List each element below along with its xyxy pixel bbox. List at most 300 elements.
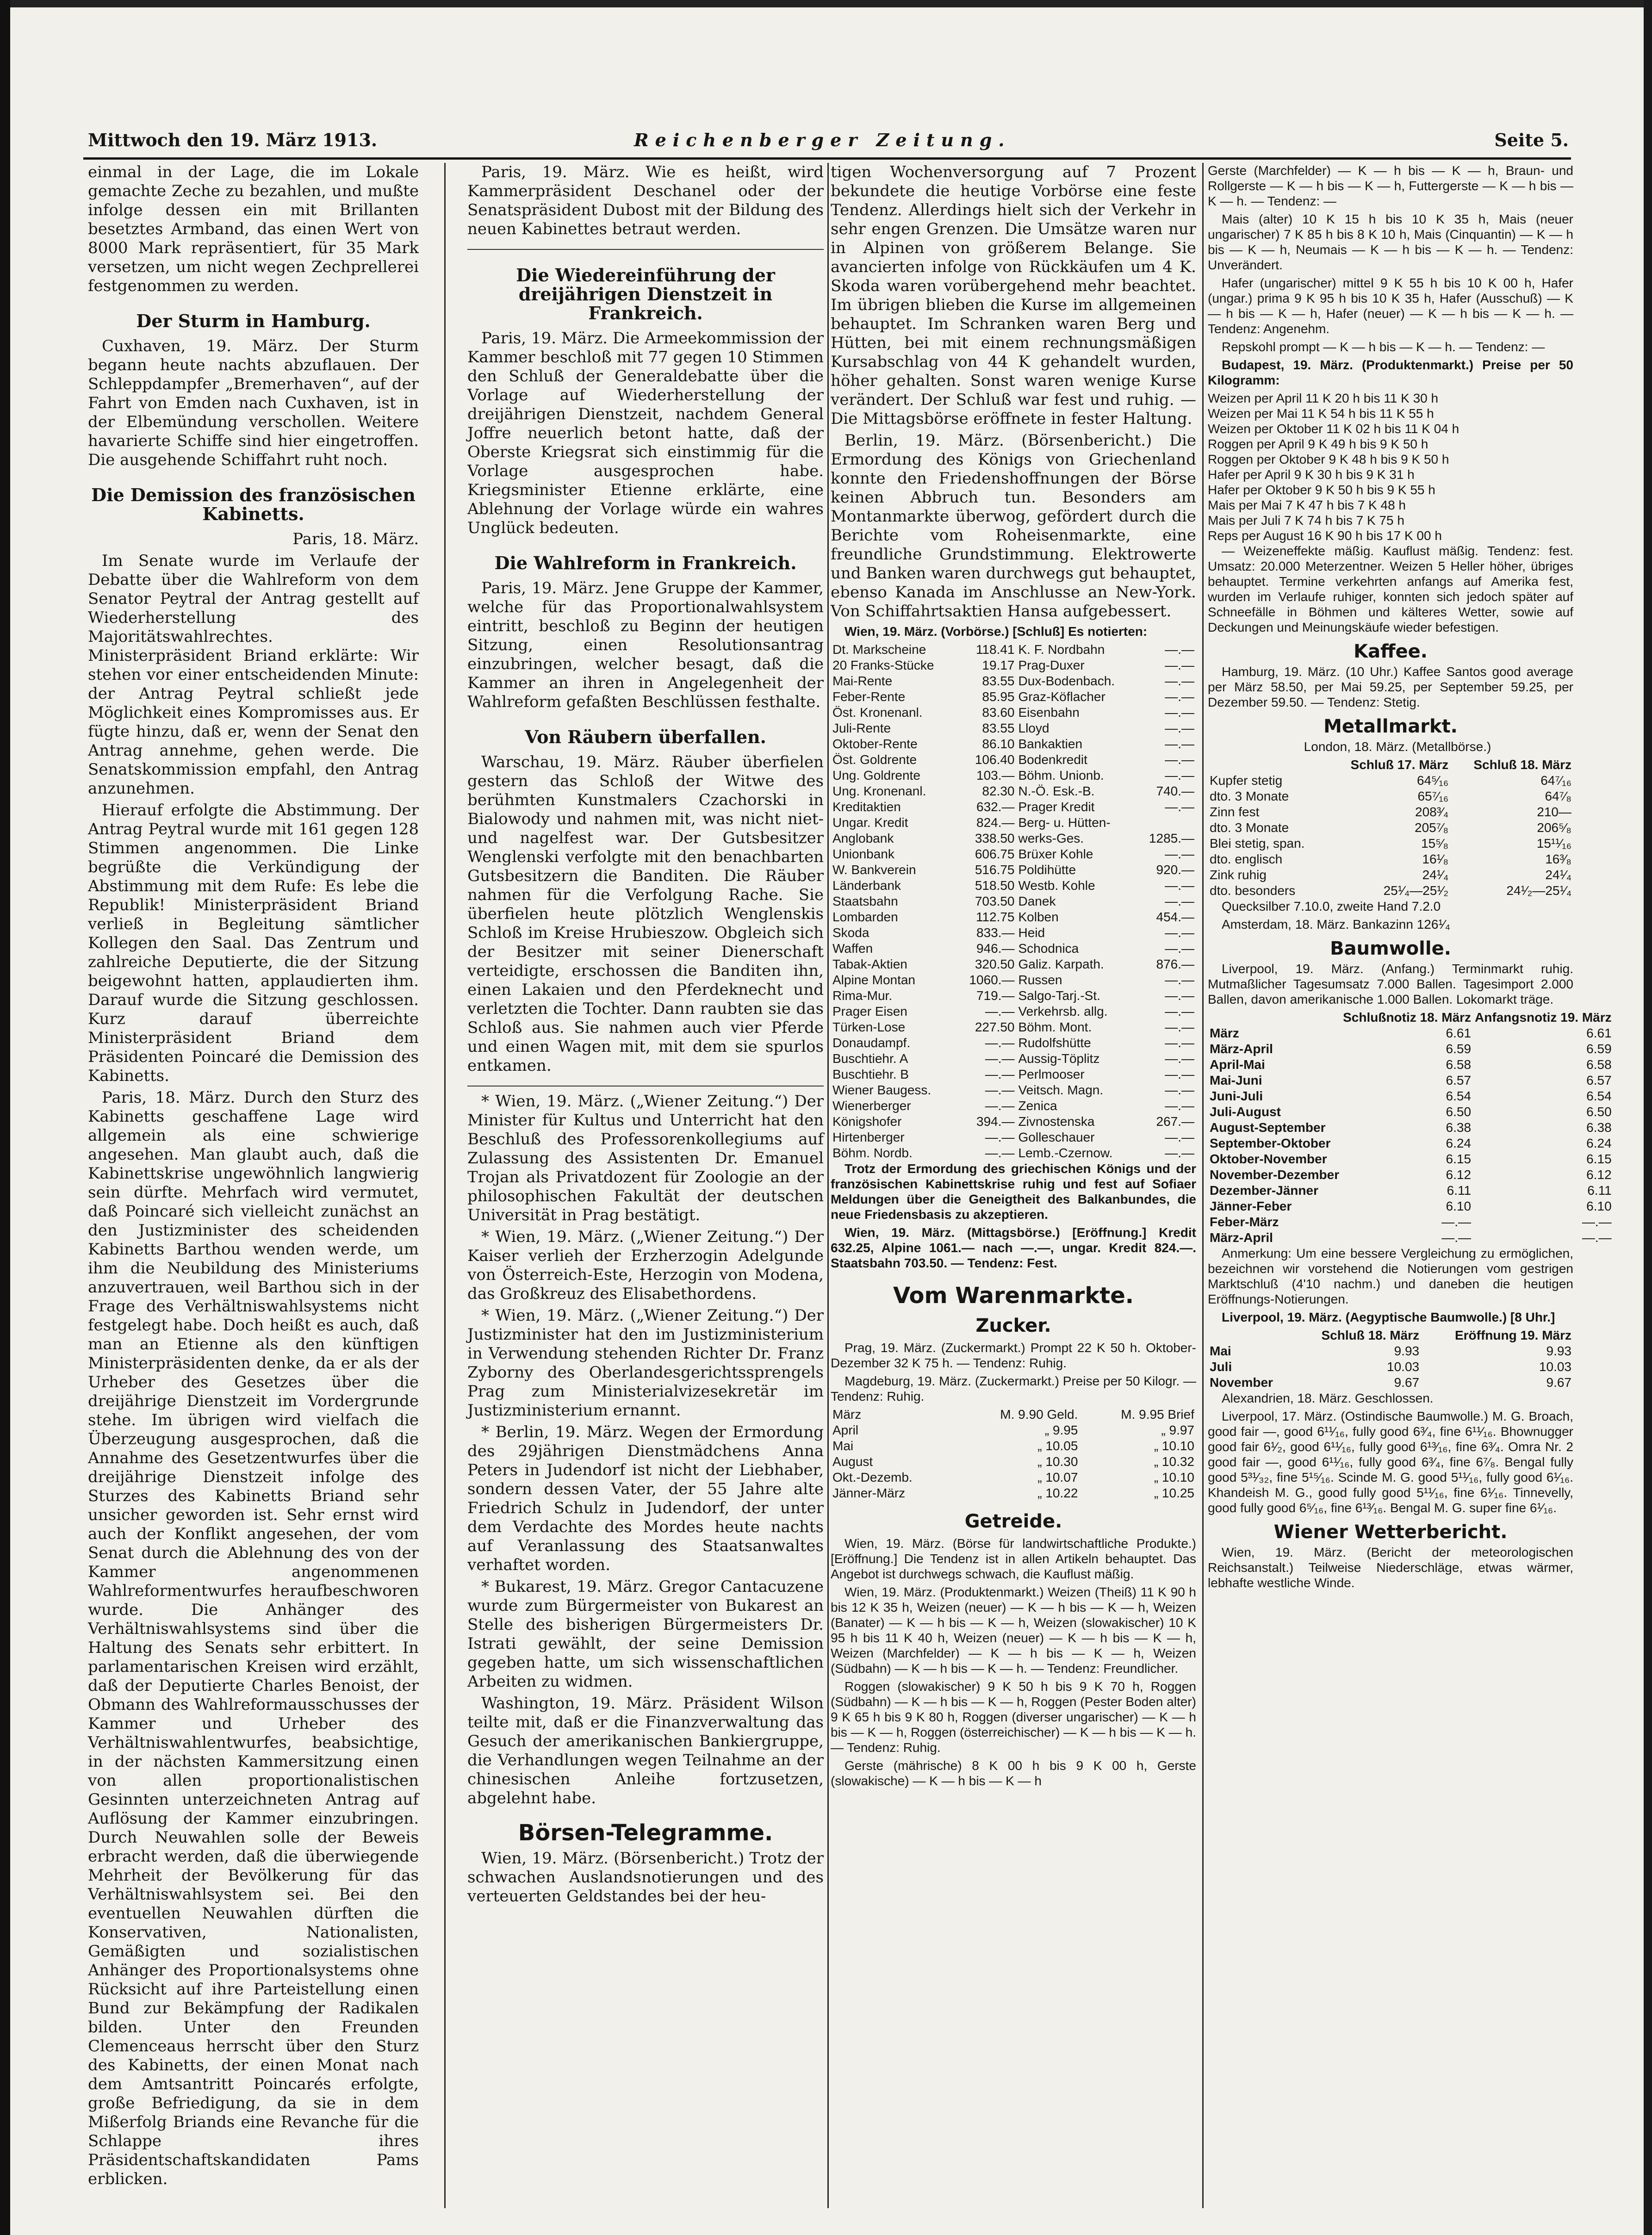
anmerkung: Anmerkung: Um eine bessere Vergleichung zu ermöglichen, bezeichnen wir vorstehend die Notierungen vom gestrigen Marktschluß (4'10 nachm.) und daneben die heutigen Eröffnungs-Notierungen. [1208, 1246, 1573, 1306]
table-row [1208, 1025, 1614, 1041]
table-cell: 454.— [1156, 910, 1194, 924]
table-cell: 206⁵⁄₈ [1537, 820, 1571, 835]
table-cell: Juli-Rente [832, 721, 891, 735]
table-cell: —.— [1582, 1215, 1612, 1229]
table-row [1208, 1120, 1614, 1136]
table-cell: 824.— [976, 815, 1015, 830]
table-row [831, 1004, 1196, 1019]
table-cell: Westb. Kohle [1018, 878, 1095, 893]
egyptian-cotton-table [1208, 1328, 1573, 1391]
table-cell: März [1210, 1026, 1239, 1040]
masthead [88, 124, 1569, 156]
table-row [831, 705, 1196, 720]
table-cell: —.— [1165, 642, 1194, 657]
table-cell: 16³⁄₈ [1545, 852, 1571, 866]
table-cell: „ 10.22 [1037, 1486, 1078, 1500]
table-cell: „ 9.95 [1044, 1423, 1078, 1437]
table-row [831, 1485, 1196, 1501]
headline-metallmarkt: Metallmarkt. [1323, 716, 1458, 737]
table-cell: 6.12 [1446, 1167, 1472, 1182]
table-cell: —.— [985, 1036, 1015, 1050]
table-row [831, 878, 1196, 894]
gerste-continued: Gerste (Marchfelder) — K — h bis — K — h, Braun- und Rollgerste — K — h bis — K — h, Futtergerste — K — h bis — K — h. — Tendenz: — [1208, 163, 1573, 208]
article-continuation: einmal in der Lage, die im Lokale gemachte Zeche zu bezahlen, und mußte infolge dessen ein mit Brillanten besetztes Armband, das einen Wert von 8000 Mark repräsentiert, für 35 Mark versetzen, um nicht wegen Zechprellerei festgenommen zu werden. [88, 163, 419, 295]
table-row [1208, 1041, 1614, 1057]
table-header: Schluß 18. März [1321, 1328, 1420, 1342]
table-cell: 6.54 [1446, 1089, 1472, 1103]
table-cell: Feber-März [1210, 1215, 1279, 1229]
table-row [831, 1130, 1196, 1145]
table-cell: —.— [1165, 1036, 1194, 1050]
table-cell: 6.11 [1587, 1183, 1612, 1198]
column-3 [831, 163, 1196, 2208]
table-cell: —.— [1441, 1230, 1472, 1245]
table-cell: August-September [1210, 1120, 1326, 1135]
table-cell: —.— [1165, 1067, 1194, 1081]
table-cell: 946.— [976, 941, 1015, 956]
table-cell: Zinn fest [1210, 805, 1260, 819]
table-cell: Aussig-Töplitz [1018, 1051, 1100, 1066]
column-1 [88, 163, 419, 2208]
table-cell: Juli-August [1210, 1105, 1281, 1119]
table-cell: —.— [1441, 1215, 1472, 1229]
table-header [1208, 1328, 1292, 1343]
table-cell: 6.58 [1586, 1057, 1612, 1072]
list-item: Reps per August 16 K 90 h bis 17 K 00 h [1208, 528, 1442, 543]
table-cell: 876.— [1156, 957, 1194, 971]
table-row [831, 1145, 1196, 1161]
table-row [831, 1470, 1196, 1485]
table-cell: —.— [1165, 1004, 1194, 1018]
table-row [1208, 1343, 1573, 1359]
table-cell: —.— [1165, 1083, 1194, 1097]
table-row [1208, 1230, 1614, 1246]
headline-boersen: Börsen-Telegramme. [518, 1820, 773, 1846]
table-cell: 740.— [1156, 784, 1194, 798]
table-row [1208, 851, 1573, 867]
table-cell: 606.75 [975, 847, 1015, 861]
table-cell: 833.— [976, 925, 1015, 940]
table-cell: „ 10.10 [1154, 1439, 1194, 1453]
table-row [1208, 867, 1573, 883]
table-cell: September-Oktober [1210, 1136, 1331, 1150]
table-cell: 64⁷⁄₁₆ [1540, 773, 1571, 788]
table-cell: 6.59 [1586, 1042, 1612, 1056]
table-cell: Okt.-Dezemb. [832, 1470, 913, 1484]
table-cell: 15⁵⁄₈ [1421, 836, 1449, 851]
table-cell: Perlmooser [1018, 1067, 1085, 1081]
table-cell: dto. 3 Monate [1210, 789, 1289, 803]
table-cell: Buschtiehr. B [832, 1067, 909, 1081]
table-header: Schlußnotiz 18. März [1343, 1010, 1472, 1024]
table-cell: Ung. Kronenanl. [832, 784, 926, 798]
table-row [831, 862, 1196, 878]
table-cell: Lloyd [1018, 721, 1050, 735]
table-cell: 9.67 [1394, 1375, 1420, 1390]
table-cell: —.— [985, 1051, 1015, 1066]
column-divider [444, 163, 446, 2208]
list-item: Hafer per Oktober 9 K 50 h bis 9 K 55 h [1208, 483, 1435, 497]
table-cell: —.— [985, 1067, 1015, 1081]
table-cell: Rima-Mur. [832, 988, 893, 1003]
table-cell: 25¹⁄₄—25¹⁄₂ [1383, 883, 1449, 898]
masthead-rule [83, 157, 1571, 160]
table-cell: „ 10.10 [1154, 1470, 1194, 1484]
table-cell: 6.15 [1586, 1152, 1612, 1166]
table-row [831, 689, 1196, 705]
table-cell: Schodnica [1018, 941, 1079, 956]
table-row [831, 1422, 1196, 1438]
table-row [831, 1454, 1196, 1470]
separator [467, 249, 824, 250]
table-cell: —.— [1165, 878, 1194, 893]
table-cell: 6.54 [1586, 1089, 1612, 1103]
table-row [1208, 1073, 1614, 1088]
table-row [831, 815, 1196, 831]
table-cell: Dt. Markscheine [832, 642, 926, 657]
table-cell: 9.67 [1546, 1375, 1571, 1390]
table-cell: 9.93 [1546, 1344, 1571, 1358]
table-cell: Prager Kredit [1018, 800, 1095, 814]
table-cell: —.— [1165, 1130, 1194, 1144]
table-row [1208, 1359, 1573, 1375]
table-cell: 6.58 [1446, 1057, 1472, 1072]
news-item: * Bukarest, 19. März. Gregor Cantacuzene wurde zum Bürgermeister von Bukarest an Stelle des bisherigen Bürgermeisters Dr. Istrati gewählt, der seine Demission gegeben hatte, um sich wissenschaftlichen Arbeiten zu widmen. [467, 1577, 824, 1691]
stock-quotes-table [831, 642, 1196, 1161]
london-metal-table [1208, 757, 1573, 899]
table-cell: Poldihütte [1018, 863, 1076, 877]
table-cell: 83.55 [982, 674, 1015, 688]
table-cell: April-Mai [1210, 1057, 1265, 1072]
table-cell: 6.12 [1586, 1167, 1612, 1182]
table-cell: —.— [1165, 1051, 1194, 1066]
table-cell: „ 10.07 [1037, 1470, 1078, 1484]
table-cell: 9.93 [1394, 1344, 1420, 1358]
table-cell: —.— [1165, 674, 1194, 688]
table-cell: Alpine Montan [832, 973, 916, 987]
table-cell: Unionbank [832, 847, 894, 861]
table-row [831, 1082, 1196, 1098]
table-cell: Eisenbahn [1018, 705, 1080, 720]
liverpool-aegypt: Liverpool, 19. März. (Aegyptische Baumwolle.) [8 Uhr.] [1222, 1310, 1555, 1324]
table-cell: Wienerberger [832, 1099, 911, 1113]
table-cell: 6.24 [1446, 1136, 1472, 1150]
article-paragraph: Im Senate wurde im Verlaufe der Debatte über die Wahlreform von dem Senator Peytral der Antrag gestellt auf Wiederherstellung des Majoritätswahlrechtes. Ministerpräsident Briand erklärte: Wir stehen vor einer entscheidenden Minute: der Antrag Peytral schließt jede Möglichkeit eines Kompromisses aus. Er fügte hinzu, daß er, wenn der Senat den Antrag annehme, gehen werde. Die Senatskommission empfahl, den Antrag anzunehmen. [88, 552, 419, 798]
list-item: Roggen per Oktober 9 K 48 h bis 9 K 50 h [1208, 452, 1449, 466]
list-item: Weizen per Mai 11 K 54 h bis 11 K 55 h [1208, 406, 1434, 421]
table-cell: —.— [1165, 925, 1194, 940]
table-cell: 24¹⁄₂—25¹⁄₄ [1506, 883, 1571, 898]
headline-wetter: Wiener Wetterbericht. [1273, 1521, 1508, 1543]
table-cell: Türken-Lose [832, 1020, 906, 1034]
news-item: * Wien, 19. März. („Wiener Zeitung.“) Der Minister für Kultus und Unterricht hat den Beschluß des Professorenkollegiums auf Zulassung des Assistenten Dr. Emanuel Trojan als Privatdozent für Zoologie an der philosophischen Fakultät der deutschen Universität in Prag bestätigt. [467, 1092, 824, 1224]
roggen: Roggen (slowakischer) 9 K 50 h bis 9 K 70 h, Roggen (Südbahn) — K — h bis — K — h, Roggen (Pester Boden alter) 9 K 65 h bis 9 K 80 h, Roggen (diverser ungarischer) — K — h bis — K — h, Roggen (österreichischer) — K — h bis — K — h. — Tendenz: Ruhig. [831, 1679, 1196, 1755]
news-item: Washington, 19. März. Präsident Wilson teilte mit, daß er die Finanzverwaltung das Gesuch der amerikanischen Bankiergruppe, die Verhandlungen wegen Teilnahme an der chinesischen Anleihe fortzusetzen, abgelehnt habe. [467, 1694, 824, 1807]
scan-edge-left [0, 0, 10, 2235]
table-cell: Skoda [832, 925, 869, 940]
column-2 [467, 163, 824, 2208]
table-cell: Königshofer [832, 1114, 902, 1129]
london-heading: London, 18. März. (Metallbörse.) [1304, 739, 1491, 754]
table-row [831, 1019, 1196, 1035]
table-cell: 64⁷⁄₈ [1545, 789, 1571, 803]
table-cell: 1060.— [969, 973, 1015, 987]
table-cell: Graz-Köflacher [1018, 689, 1105, 704]
news-item: * Wien, 19. März. („Wiener Zeitung.“) Der Justizminister hat den im Justizministerium in Verwendung stehenden Richter Dr. Franz Zyborny des Oberlandesgerichtssprengels Prag zum Ministerialvizesekretär im Justizministerium ernannt. [467, 1306, 824, 1420]
table-row [831, 1051, 1196, 1067]
table-cell: 703.50 [975, 894, 1015, 908]
amsterdam: Amsterdam, 18. März. Bankazinn 126¹⁄₄ [1222, 917, 1450, 931]
dateline: Paris, 18. März. [292, 530, 419, 548]
headline-demission: Die Demission des französischen Kabinetts. [91, 484, 416, 524]
table-cell: Oktober-Rente [832, 737, 918, 751]
table-header [1208, 1010, 1341, 1025]
table-row [831, 909, 1196, 925]
table-cell: Bankaktien [1018, 737, 1083, 751]
table-row [1208, 773, 1573, 788]
table-cell: Mai [832, 1439, 854, 1453]
table-row [1208, 804, 1573, 820]
table-row [1208, 1151, 1614, 1167]
table-cell: 106.40 [975, 752, 1015, 767]
table-cell: Oktober-November [1210, 1152, 1327, 1166]
table-cell: 6.57 [1446, 1073, 1472, 1087]
table-cell: „ 10.25 [1154, 1486, 1194, 1500]
list-item: Weizen per Oktober 11 K 02 h bis 11 K 04 h [1208, 422, 1459, 436]
table-cell: —.— [1165, 689, 1194, 704]
table-row [831, 768, 1196, 783]
table-cell: Staatsbahn [832, 894, 898, 908]
table-row [831, 783, 1196, 799]
table-cell: Böhm. Unionb. [1018, 768, 1104, 782]
table-cell: Kolben [1018, 910, 1059, 924]
table-cell: Russen [1018, 973, 1062, 987]
table-cell: 15¹¹⁄₁₆ [1536, 836, 1571, 851]
table-row [831, 1067, 1196, 1082]
table-cell: Prager Eisen [832, 1004, 907, 1018]
table-cell: Lemb.-Czernow. [1018, 1146, 1113, 1160]
table-cell: —.— [985, 1099, 1015, 1113]
table-header: Eröffnung 19. März [1454, 1328, 1571, 1342]
table-cell: M. 9.95 Brief [1121, 1407, 1194, 1422]
table-cell: Hirtenberger [832, 1130, 905, 1144]
table-cell: Länderbank [832, 878, 901, 893]
table-header: Anfangsnotiz 19. März [1475, 1010, 1612, 1024]
scan-edge-top [0, 0, 1652, 7]
list-item: Mais per Juli 7 K 74 h bis 7 K 75 h [1208, 513, 1404, 528]
table-cell: —.— [1165, 1146, 1194, 1160]
table-row [831, 941, 1196, 956]
table-header: Schluß 18. März [1473, 757, 1571, 772]
repskohl: Repskohl prompt — K — h bis — K — h. — Tendenz: — [1222, 340, 1545, 354]
table-cell: 6.59 [1446, 1042, 1472, 1056]
table-cell: —.— [1582, 1230, 1612, 1245]
headline-warenmarkt: Vom Warenmarkte. [893, 1283, 1134, 1309]
list-item: Weizen per April 11 K 20 h bis 11 K 30 h [1208, 391, 1439, 405]
table-cell: 16¹⁄₈ [1422, 852, 1449, 866]
table-cell: W. Bankverein [832, 863, 916, 877]
table-row [1208, 1104, 1614, 1120]
alexandrien: Alexandrien, 18. März. Geschlossen. [1222, 1391, 1434, 1405]
table-cell: 6.10 [1586, 1199, 1612, 1213]
table-cell: Öst. Goldrente [832, 752, 917, 767]
table-cell: „ 10.30 [1037, 1454, 1078, 1469]
quecksilber: Quecksilber 7.10.0, zweite Hand 7.2.0 [1222, 899, 1441, 913]
table-row [831, 736, 1196, 752]
table-cell: Dux-Bodenbach. [1018, 674, 1115, 688]
table-cell: 6.57 [1586, 1073, 1612, 1087]
table-cell: 112.75 [975, 910, 1015, 924]
hamburg-kaffee: Hamburg, 19. März. (10 Uhr.) Kaffee Santos good average per März 58.50, per Mai 59.25, per September 59.25, per Dezember 59.50. — Tendenz: Stetig. [1208, 664, 1573, 709]
table-cell: —.— [1165, 721, 1194, 735]
table-cell: Juli [1210, 1360, 1232, 1374]
table-cell: März-April [1210, 1042, 1273, 1056]
table-cell: 320.50 [975, 957, 1015, 971]
table-cell: 6.24 [1586, 1136, 1612, 1150]
table-row [1208, 788, 1573, 804]
table-row [831, 894, 1196, 909]
issue-date: Mittwoch den 19. März 1913. [88, 130, 378, 150]
column-divider [1202, 163, 1204, 2208]
headline-getreide: Getreide. [964, 1511, 1062, 1532]
table-row [1208, 1214, 1614, 1230]
news-item: * Berlin, 19. März. Wegen der Ermordung des 29jährigen Dienstmädchens Anna Peters in Judendorf ist nicht der Liebhaber, sondern dessen Vater, der 55 Jahre alte Friedrich Schulz in Judendorf, der unter dem Verdachte des Mordes heute nachts auf Veranlassung des Staatsanwaltes verhaftet worden. [467, 1423, 824, 1574]
wien-getreide: Wien, 19. März. (Börse für landwirtschaftliche Produkte.) [Eröffnung.] Die Tendenz ist in allen Artikeln behauptet. Das Angebot ist durchwegs schwach, die Kauflust mäßig. [831, 1536, 1196, 1581]
table-cell: —.— [985, 1004, 1015, 1018]
produktenmarkt: Wien, 19. März. (Produktenmarkt.) Weizen (Theiß) 11 K 90 h bis 12 K 35 h, Weizen (neuer) — K — h bis — K — h, Weizen (Banater) — K — h bis — K — h, Weizen (slowakischer) 10 K 95 h bis 11 K 40 h, Weizen (neuer) — K — h bis — K — h, Weizen (Marchfelder) — K — h bis — K — h, Weizen (Südbahn) — K — h bis — K — h. — Tendenz: Freundlicher. [831, 1585, 1196, 1676]
table-cell: 82.30 [982, 784, 1015, 798]
table-cell: 227.50 [975, 1020, 1015, 1034]
article-berlin-boerse: Berlin, 19. März. (Börsenbericht.) Die Ermordung des Königs von Griechenland konnte den Friedenshoffnungen der Börse keinen Abbruch tun. Besonders am Montanmarkte überwog, gefördert durch die Berichte vom Roheisenmarkte, eine freundliche Grundstimmung. Elektrowerte und Banken waren durchwegs gut behauptet, ebenso Kanada im Anschlusse an New-York. Von Schiffahrtsaktien Hansa aufgebessert. [831, 431, 1196, 621]
table-cell: März-April [1210, 1230, 1273, 1245]
table-cell: 205⁷⁄₈ [1415, 820, 1449, 835]
cotton-table [1208, 1010, 1614, 1246]
table-row [1208, 1198, 1614, 1214]
table-row [831, 831, 1196, 846]
prag-zucker: Prag, 19. März. (Zuckermarkt.) Prompt 22 K 50 h. Oktober-Dezember 32 K 75 h. — Tendenz: Ruhig. [831, 1341, 1196, 1370]
table-cell: Prag-Duxer [1018, 658, 1085, 672]
table-row [831, 1114, 1196, 1130]
table-cell: Veitsch. Magn. [1018, 1083, 1104, 1097]
article-paragraph: Hierauf erfolgte die Abstimmung. Der Antrag Peytral wurde mit 161 gegen 128 Stimmen angenommen. Die Linke begrüßte die Verkündigung der Abstimmung mit dem Rufe: Es lebe die Republik! Ministerpräsident Briand verließ in Begleitung sämtlicher Kollegen den Saal. Das Zentrum und zahlreiche Deputierte, die der Sitzung beigewohnt hatten, applaudierten ihm. Darauf wurde die Sitzung geschlossen. Kurz darauf überreichte Ministerpräsident Briand dem Präsidenten Poincaré die Demission des Kabinetts. [88, 801, 419, 1085]
wetterbericht: Wien, 19. März. (Bericht der meteorologischen Reichsanstalt.) Teilweise Niederschläge, etwas wärmer, lebhafte westliche Winde. [1208, 1545, 1573, 1590]
table-cell: werks-Ges. [1018, 831, 1084, 845]
table-cell: Heid [1018, 925, 1045, 940]
table-cell: November [1210, 1375, 1273, 1390]
table-cell: —.— [1165, 658, 1194, 672]
table-row [831, 1438, 1196, 1454]
table-cell: 518.50 [975, 878, 1015, 893]
headline-dienstzeit: Die Wiedereinführung der dreijährigen Dienstzeit in Frankreich. [516, 265, 775, 323]
table-cell: 6.38 [1586, 1120, 1612, 1135]
table-cell: 210— [1537, 805, 1571, 819]
table-cell: Kupfer stetig [1210, 773, 1283, 788]
table-cell: —.— [1165, 941, 1194, 956]
table-cell: Danek [1018, 894, 1056, 908]
table-row [831, 752, 1196, 768]
table-row [831, 720, 1196, 736]
table-cell: 6.15 [1446, 1152, 1472, 1166]
mais: Mais (alter) 10 K 15 h bis 10 K 35 h, Mais (neuer ungarischer) 7 K 85 h bis 8 K 10 h, Mais (Cinquantin) — K — h bis — K — h, Neumais — K — h bis — K — h. — Tendenz: Unverändert. [1208, 212, 1573, 272]
table-row [1208, 883, 1573, 899]
budapest: Budapest, 19. März. (Produktenmarkt.) Preise per 50 Kilogramm: [1208, 358, 1573, 387]
hafer: Hafer (ungarischer) mittel 9 K 55 h bis 10 K 00 h, Hafer (ungar.) prima 9 K 95 h bis 10 K 35 h, Hafer (Ausschuß) — K — h bis — K — h, Hafer (neuer) — K — h bis — K — h. — Tendenz: Angenehm. [1208, 276, 1573, 336]
table-row [1208, 1183, 1614, 1198]
table-row [831, 642, 1196, 658]
table-cell: —.— [1165, 847, 1194, 861]
table-cell: 632.— [976, 800, 1015, 814]
list-item: Hafer per April 9 K 30 h bis 9 K 31 h [1208, 467, 1415, 482]
table-cell: dto. 3 Monate [1210, 820, 1289, 835]
table-cell: 10.03 [1387, 1360, 1420, 1374]
table-cell: 267.— [1156, 1114, 1194, 1129]
table-cell: 6.50 [1446, 1105, 1472, 1119]
table-cell: 118.41 [975, 642, 1015, 657]
table-header: Schluß 17. März [1350, 757, 1449, 772]
list-item: Mais per Mai 7 K 47 h bis 7 K 48 h [1208, 498, 1406, 512]
table-cell: Donaudampf. [832, 1036, 911, 1050]
table-cell: April [832, 1423, 859, 1437]
table-cell: —.— [985, 1146, 1015, 1160]
table-cell: 85.95 [982, 689, 1015, 704]
table-cell: 24¹⁄₄ [1545, 868, 1571, 882]
article-boersen: Wien, 19. März. (Börsenbericht.) Trotz der schwachen Auslandsnotierungen und des verteuerten Geldstandes bei der heu- [467, 1849, 824, 1906]
table-row [831, 658, 1196, 673]
table-cell: 6.61 [1446, 1026, 1472, 1040]
column-divider [827, 163, 829, 2208]
table-row [1208, 1136, 1614, 1151]
table-cell: „ 10.32 [1154, 1454, 1194, 1469]
budapest-list [1208, 391, 1573, 543]
mittagsboerse: Wien, 19. März. (Mittagsbörse.) [Eröffnung.] Kredit 632.25, Alpine 1061.— nach —.—, ungar. Kredit 824.—. Staatsbahn 703.50. — Tendenz: Fest. [831, 1225, 1196, 1270]
table-row [1208, 1057, 1614, 1073]
table-cell: Zink ruhig [1210, 868, 1267, 882]
table-cell: Blei stetig, span. [1210, 836, 1305, 851]
table-cell: Ung. Goldrente [832, 768, 920, 782]
table-cell: 83.55 [982, 721, 1015, 735]
table-row [1208, 1375, 1573, 1391]
article-sturm: Cuxhaven, 19. März. Der Sturm begann heute nachts abzuflauen. Der Schleppdampfer „Bremerhaven“, auf der Fahrt von Emden nach Cuxhaven, ist in der Elbemündung verschollen. Weitere havarierte Schiffe sind hier eingetroffen. Die ausgehende Schiffahrt ruht noch. [88, 337, 419, 469]
table-cell: —.— [985, 1083, 1015, 1097]
table-cell: —.— [1165, 988, 1194, 1003]
newspaper-title: Reichenberger Zeitung. [634, 130, 1011, 150]
table-cell: Wiener Baugess. [832, 1083, 932, 1097]
liverpool-anfang: Liverpool, 19. März. (Anfang.) Terminmarkt ruhig. Mutmaßlicher Tagesumsatz 7.000 Ballen. Tagesimport 2.000 Ballen, davon amerikanische 1.000 Ballen. Lokomarkt träge. [1208, 962, 1573, 1006]
table-cell: 64⁵⁄₁₆ [1416, 773, 1449, 788]
article-dienstzeit: Paris, 19. März. Die Armeekommission der Kammer beschloß mit 77 gegen 10 Stimmen den Schluß der Generaldebatte über die Vorlage auf Wiederherstellung der dreijährigen Dienstzeit, nachdem General Joffre neuerlich betont hatte, daß der Oberste Kriegsrat sich einstimmig für die Vorlage ausgesprochen habe. Kriegsminister Etienne erklärte, eine Ablehnung der Vorlage würde ein wahres Unglück bedeuten. [467, 329, 824, 537]
table-cell: dto. besonders [1210, 883, 1296, 898]
table-cell: Ungar. Kredit [832, 815, 908, 830]
table-cell: Berg- u. Hütten- [1018, 815, 1111, 830]
table-cell: Salgo-Tarj.-St. [1018, 988, 1100, 1003]
magdeburg-table [831, 1407, 1196, 1501]
table-row [1208, 836, 1573, 851]
table-cell: 920.— [1156, 863, 1194, 877]
table-cell: —.— [1165, 894, 1194, 908]
table-cell: 394.— [976, 1114, 1015, 1129]
vorboerse-note: Trotz der Ermordung des griechischen Königs und der französischen Kabinettskrise ruhig und fest auf Sofiaer Meldungen über die Geneigtheit des Balkanbundes, die neue Friedensbasis zu akzeptieren. [831, 1161, 1196, 1222]
table-cell: —.— [1165, 1099, 1194, 1113]
table-cell: Dezember-Jänner [1210, 1183, 1318, 1198]
table-cell: „ 9.97 [1161, 1423, 1194, 1437]
headline-sturm: Der Sturm in Hamburg. [136, 310, 371, 331]
table-cell: 20 Franks-Stücke [832, 658, 934, 672]
table-row [831, 972, 1196, 988]
article-wahlreform: Paris, 19. März. Jene Gruppe der Kammer, welche für das Proportionalwahlsystem eintritt, beschloß zu Beginn der heutigen Sitzung, einen Resolutionsantrag einzubringen, welcher besagt, daß die Kammer an ihren in Angelegenheit der Wahlreform gefaßten Beschlüssen festhalte. [467, 579, 824, 711]
table-cell: —.— [1165, 1020, 1194, 1034]
table-cell: Mai-Rente [832, 674, 893, 688]
table-header-spacer [1208, 757, 1327, 773]
